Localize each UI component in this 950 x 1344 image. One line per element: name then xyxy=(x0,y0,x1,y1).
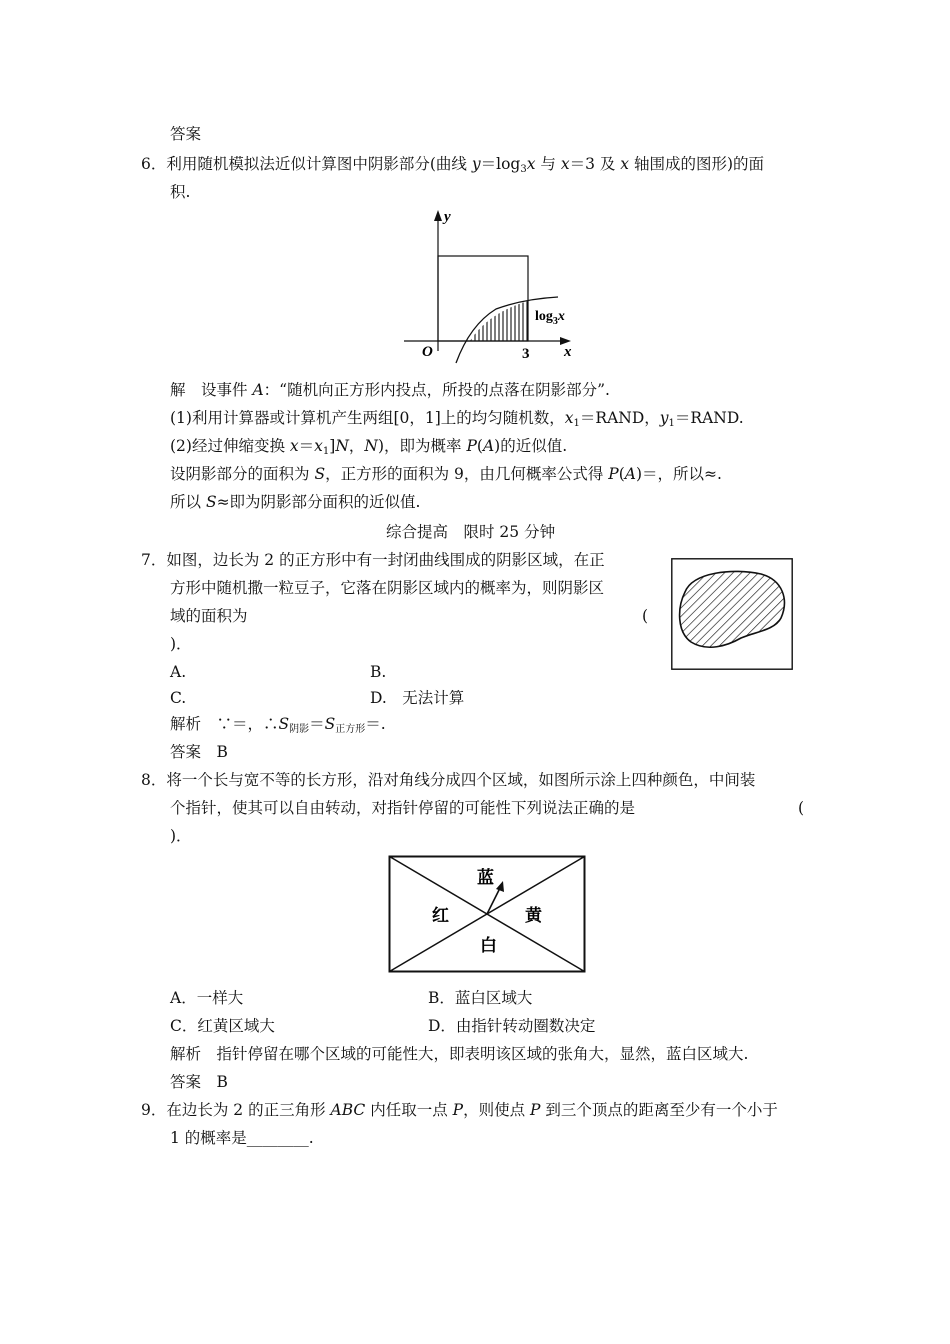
answer-label: 答案 xyxy=(170,125,202,143)
region-bottom-label: 白 xyxy=(480,936,497,955)
question-8-answer: 答案 B xyxy=(170,1073,228,1091)
figure-spinner-rectangle xyxy=(388,855,586,973)
math-var: y xyxy=(471,155,481,173)
math-var: x xyxy=(564,409,574,427)
math-var: x xyxy=(620,155,630,173)
text: ] xyxy=(329,437,336,455)
question-8-line-2: 个指针，使其可以自由转动，对指针停留的可能性下列说法正确的是 xyxy=(170,799,636,817)
option-d: D．由指针转动圈数决定 xyxy=(428,1017,596,1035)
figure-log-curve xyxy=(398,205,588,365)
text: 在边长为 2 的正三角形 xyxy=(166,1101,331,1119)
solution-6-line-5 xyxy=(170,492,420,512)
math-var: N xyxy=(364,437,378,455)
question-7-line-1 xyxy=(141,550,605,570)
subscript: 正方形 xyxy=(335,724,366,735)
text: ≈即为阴影部分面积的近似值. xyxy=(216,493,421,511)
subscript: 3 xyxy=(520,164,527,175)
math-var: x xyxy=(314,437,323,455)
figure-square-blob xyxy=(671,558,793,670)
question-7-line-2: 方形中随机撒一粒豆子，它落在阴影区域内的概率为，则阴影区 xyxy=(170,579,605,597)
text: 解 设事件 xyxy=(170,381,253,399)
question-8-paren-open: ( xyxy=(798,799,805,817)
math-var: A xyxy=(624,465,636,483)
subscript: 1 xyxy=(573,418,580,429)
text: 设阴影部分的面积为 xyxy=(170,465,315,483)
text: 到三个顶点的距离至少有一个小于 xyxy=(540,1101,778,1119)
question-7-paren-close: )． xyxy=(170,635,192,653)
text: (1)利用计算器或计算机产生两组[0，1]上的均匀随机数， xyxy=(170,409,565,427)
text: 轴围成的图形)的面 xyxy=(629,155,765,173)
question-6-line-2: 积. xyxy=(170,183,191,201)
text: 如图，边长为 2 的正方形中有一封闭曲线围成的阴影区域，在正 xyxy=(166,551,605,569)
text: 所以 xyxy=(170,493,206,511)
curve-label xyxy=(535,309,565,327)
text: 利用随机模拟法近似计算图中阴影部分(曲线 xyxy=(166,155,472,173)
question-number: 7． xyxy=(141,551,167,569)
math-var: x xyxy=(289,437,299,455)
region-left-label: 红 xyxy=(432,906,449,925)
math-var: A xyxy=(482,437,495,455)
question-8-analysis: 解析 指针停留在哪个区域的可能性大，即表明该区域的张角大，显然，蓝白区域大. xyxy=(170,1045,749,1063)
subscript: 阴影 xyxy=(289,724,310,735)
option-b: B．蓝白区域大 xyxy=(428,989,533,1007)
option-c: C．红黄区域大 xyxy=(170,1017,275,1035)
curve-label-sub: 3 xyxy=(552,316,558,327)
subscript: 1 xyxy=(322,446,330,457)
text: 与 xyxy=(535,155,561,173)
math-var: x xyxy=(526,155,536,173)
question-8-line-1 xyxy=(141,770,755,790)
option-c: C. xyxy=(170,689,187,707)
solution-6-line-4 xyxy=(170,464,722,484)
text: 内任取一点 xyxy=(365,1101,453,1119)
text: ， xyxy=(348,437,365,455)
shaded-region xyxy=(470,301,528,341)
option-d: D. 无法计算 xyxy=(370,689,465,707)
y-label: y xyxy=(444,209,451,225)
y-axis-arrow xyxy=(434,210,442,221)
text: ：“随机向正方形内投点，所投的点落在阴影部分”. xyxy=(263,381,610,399)
question-9-line-1 xyxy=(141,1100,778,1120)
tick-3-label: 3 xyxy=(522,346,530,362)
text: ( xyxy=(476,437,483,455)
solution-6-line-1 xyxy=(170,380,610,400)
text: )＝，所以≈. xyxy=(635,465,722,483)
text: )，即为概率 xyxy=(377,437,467,455)
text: )的近似值. xyxy=(494,437,568,455)
math-var: ABC xyxy=(330,1101,366,1119)
option-b: B. xyxy=(370,663,387,681)
question-7-paren-open: ( xyxy=(642,607,649,625)
math-var: P xyxy=(530,1101,541,1119)
text: ＝. xyxy=(365,715,386,733)
region-top-label: 蓝 xyxy=(477,868,494,887)
question-6-line-1 xyxy=(141,154,764,180)
question-number: 6． xyxy=(141,155,167,173)
math-var: P xyxy=(608,465,619,483)
question-9-line-2: 1 的概率是________. xyxy=(170,1129,314,1147)
text: 将一个长与宽不等的长方形，沿对角线分成四个区域，如图所示涂上四种颜色，中间装 xyxy=(166,771,756,789)
math-var: A xyxy=(252,381,264,399)
text: (2)经过伸缩变换 xyxy=(170,437,290,455)
solution-6-line-2 xyxy=(170,408,744,434)
math-var: x xyxy=(560,155,570,173)
subscript: 1 xyxy=(668,418,675,429)
section-title: 综合提高 限时 25 分钟 xyxy=(386,523,556,541)
text: ＝RAND. xyxy=(674,409,744,427)
text: ＝ xyxy=(309,715,325,733)
math-var: S xyxy=(324,715,336,733)
question-number: 9． xyxy=(141,1101,167,1119)
text: ＝log xyxy=(480,155,521,173)
text: ＝3 及 xyxy=(569,155,621,173)
math-var: P xyxy=(466,437,477,455)
question-7-analysis xyxy=(170,714,386,740)
region-right-label: 黄 xyxy=(525,906,542,925)
text: 解析 ∵＝，∴ xyxy=(170,715,279,733)
pointer-arrow-head xyxy=(496,881,504,892)
question-7-line-3: 域的面积为 xyxy=(170,607,248,625)
question-number: 8． xyxy=(141,771,167,789)
math-var: S xyxy=(278,715,290,733)
math-var: S xyxy=(205,493,217,511)
text: ＝RAND， xyxy=(579,409,660,427)
question-8-paren-close: )． xyxy=(170,827,192,845)
x-label: x xyxy=(564,344,572,360)
curve-label-var: x xyxy=(557,309,565,324)
shaded-blob xyxy=(680,571,785,647)
solution-6-line-3 xyxy=(170,436,567,462)
text: ，则使点 xyxy=(463,1101,530,1119)
text: ，正方形的面积为 9，由几何概率公式得 xyxy=(325,465,609,483)
curve-label-main: log xyxy=(535,309,553,324)
math-var: P xyxy=(452,1101,464,1119)
option-a: A. xyxy=(170,663,187,681)
question-7-answer: 答案 B xyxy=(170,743,228,761)
origin-label: O xyxy=(422,344,433,360)
math-var: y xyxy=(659,409,669,427)
math-var: S xyxy=(314,465,326,483)
math-var: N xyxy=(335,437,349,455)
option-a: A．一样大 xyxy=(170,989,244,1007)
text: ＝ xyxy=(298,437,315,455)
text: ( xyxy=(618,465,625,483)
